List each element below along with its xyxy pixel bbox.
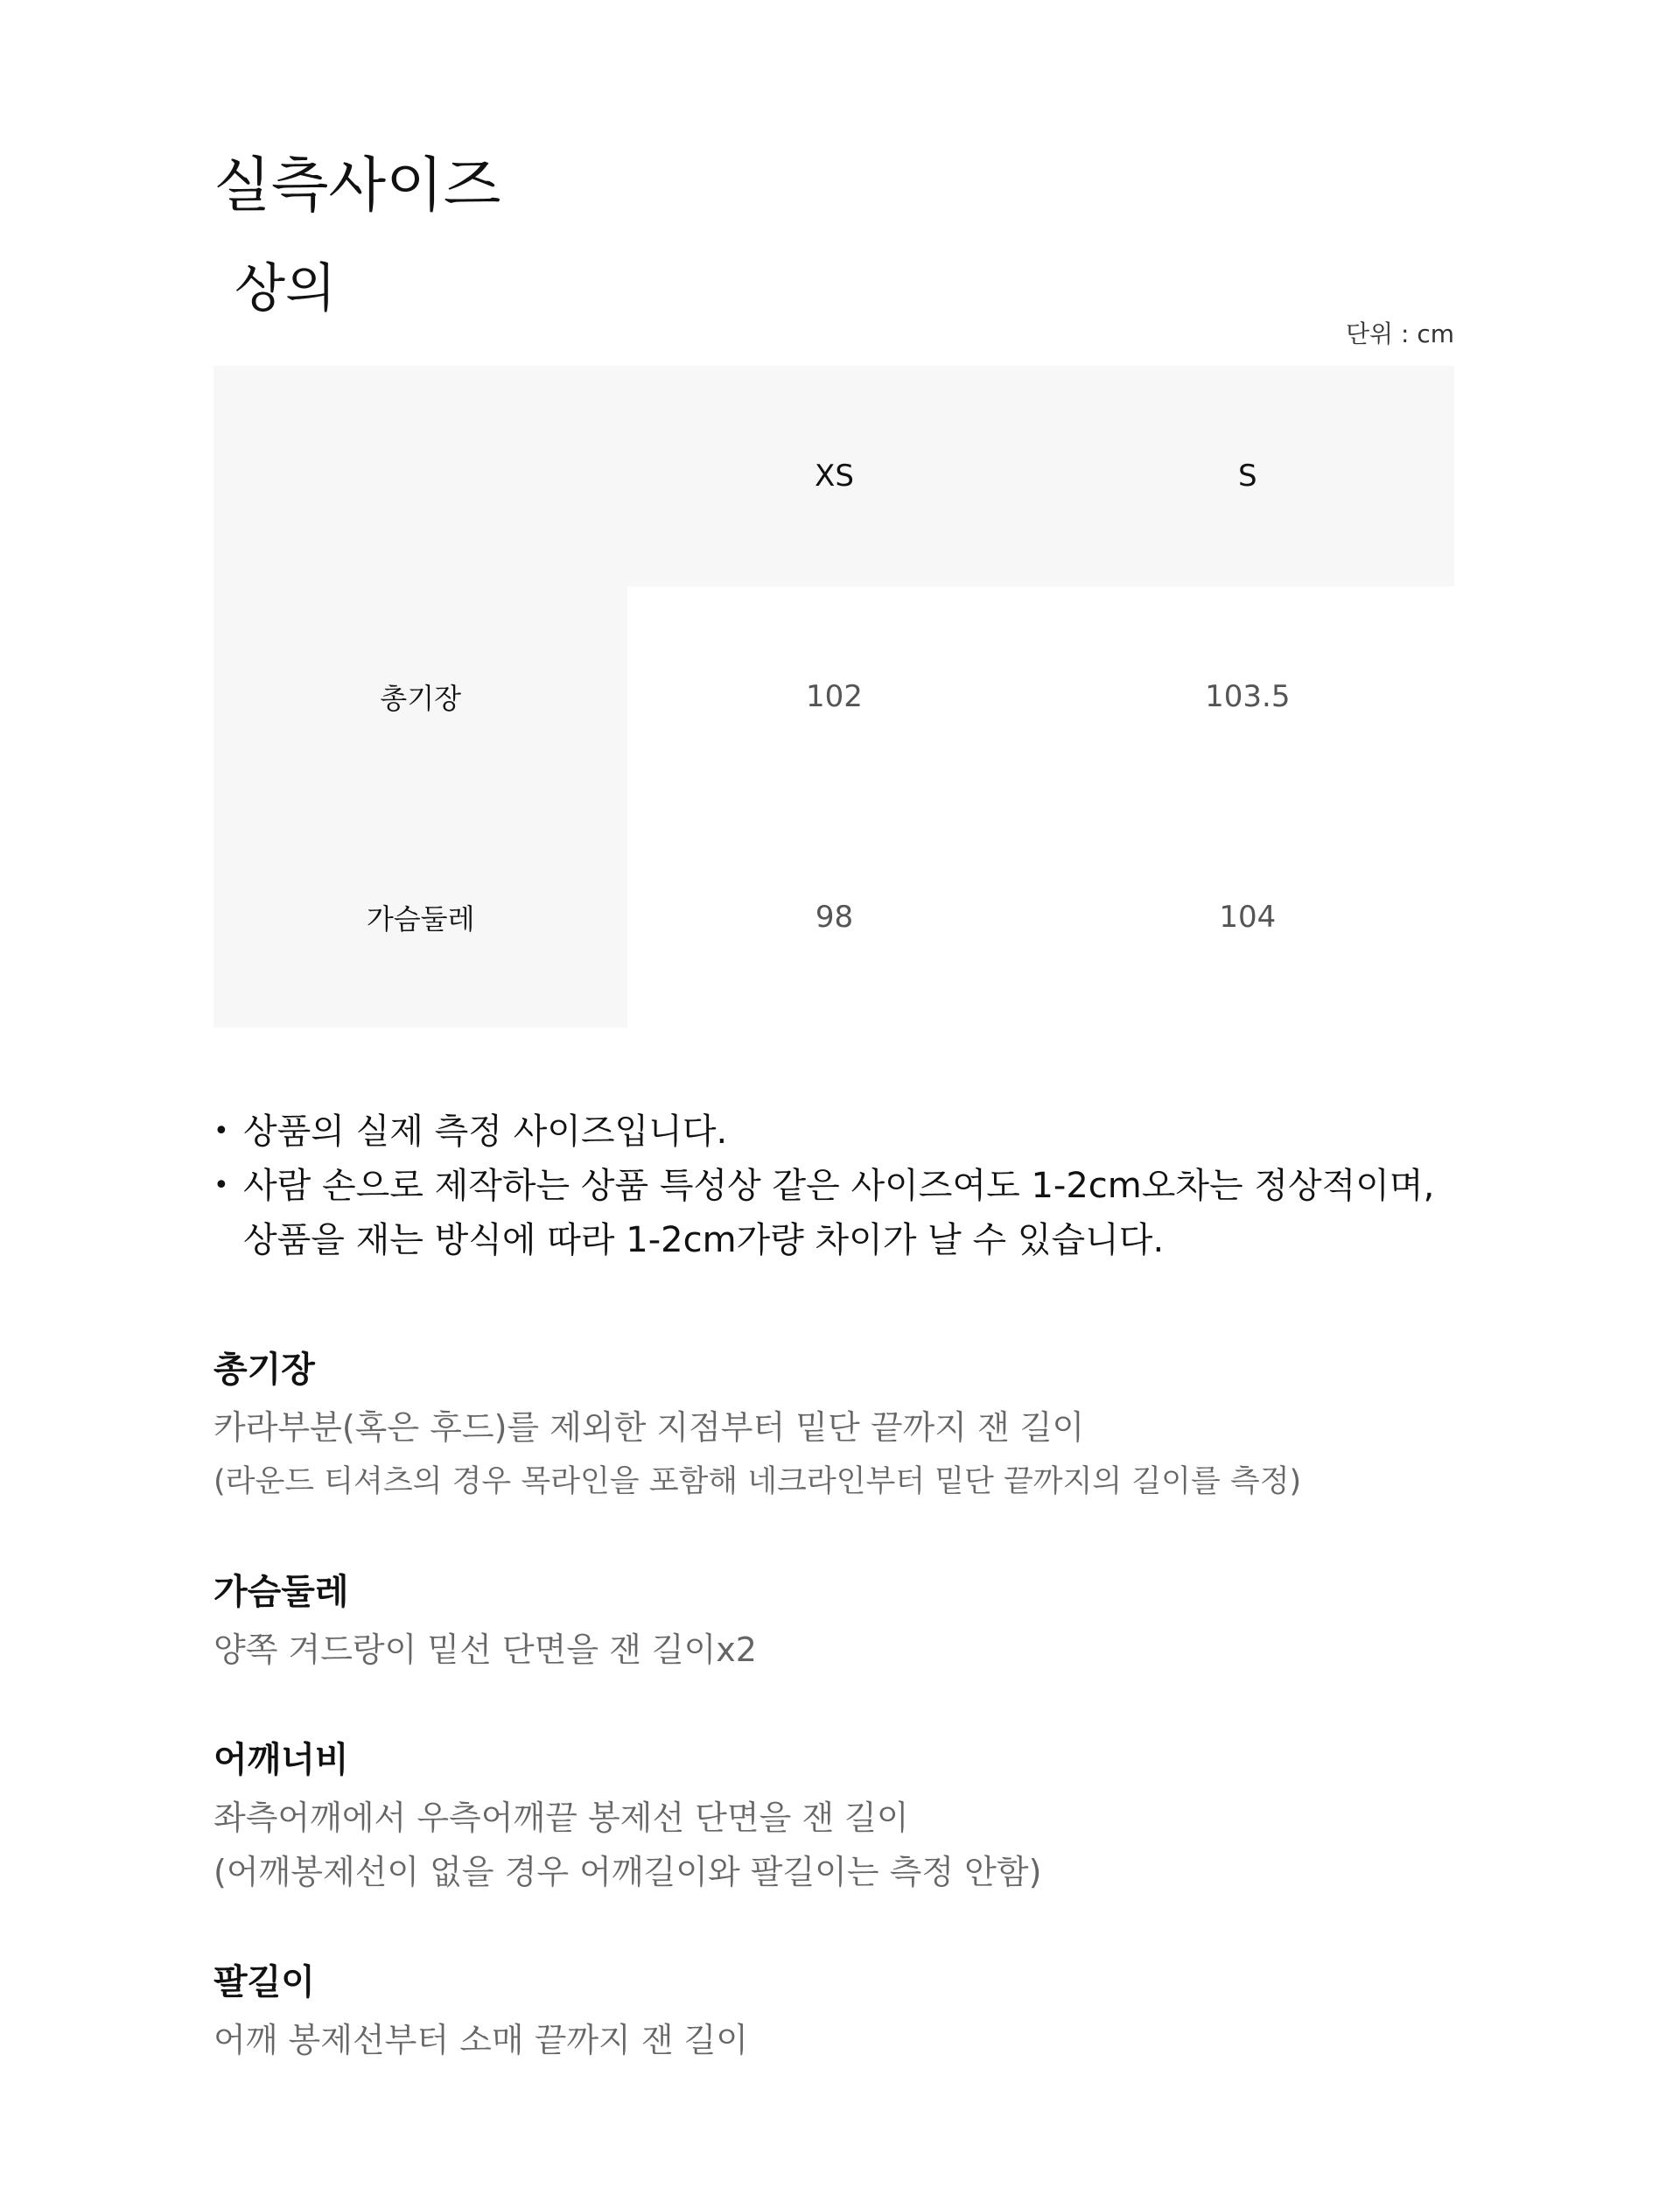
row-label: 총기장: [214, 586, 627, 807]
definition-text: 양쪽 겨드랑이 밑선 단면을 잰 길이x2: [214, 1630, 757, 1669]
notes-list: [214, 1105, 1474, 1267]
table-header-corner: [214, 366, 627, 586]
size-table: [214, 366, 1454, 1027]
table-header-cell: XS: [627, 366, 1040, 586]
unit-label: 단위 : cm: [1345, 319, 1454, 348]
row-label: 가슴둘레: [214, 807, 627, 1027]
definition-title: 가슴둘레: [214, 1572, 349, 1612]
definition-chest: [214, 1567, 1474, 1677]
definition-title: 팔길이: [214, 1962, 315, 2002]
definition-total-length: [214, 1344, 1474, 1509]
table-cell: 98: [627, 807, 1040, 1027]
section-title: 상의: [234, 258, 336, 319]
table-cell: 103.5: [1041, 586, 1454, 807]
table-header-row: [214, 366, 1454, 586]
table-cell: 102: [627, 586, 1040, 807]
definition-title: 어깨너비: [214, 1740, 349, 1780]
definition-text: 좌측어깨에서 우측어깨끝 봉제선 단면을 잰 길이: [214, 1799, 909, 1837]
table-header-cell: S: [1041, 366, 1454, 586]
definition-shoulder: [214, 1735, 1474, 1899]
note-item: • 사람 손으로 제작하는 상품 특성상 같은 사이즈여도 1-2cm오차는 정상적이며, 상품을 재는 방식에 따라 1-2cm가량 차이가 날 수 있습니다.: [214, 1159, 1474, 1267]
table-cell: 104: [1041, 807, 1454, 1027]
definition-text: (어깨봉제선이 없을 경우 어깨길이와 팔길이는 측정 안함): [214, 1853, 1042, 1891]
definition-title: 총기장: [214, 1350, 315, 1390]
definition-text: 카라부분(혹은 후드)를 제외한 지점부터 밑단 끝까지 잰 길이: [214, 1408, 1085, 1447]
definition-text: (라운드 티셔츠의 경우 목라인을 포함해 네크라인부터 밑단 끝까지의 길이를 측정): [214, 1464, 1302, 1499]
page-title: 실측사이즈: [214, 151, 501, 221]
table-row: [214, 586, 1454, 807]
measurement-definitions: [214, 1344, 1474, 2125]
definition-sleeve: [214, 1957, 1474, 2067]
definition-text: 어깨 봉제선부터 소매 끝까지 잰 길이: [214, 2021, 749, 2059]
table-row: [214, 807, 1454, 1027]
note-item: • 상품의 실제 측정 사이즈입니다.: [214, 1105, 1474, 1159]
